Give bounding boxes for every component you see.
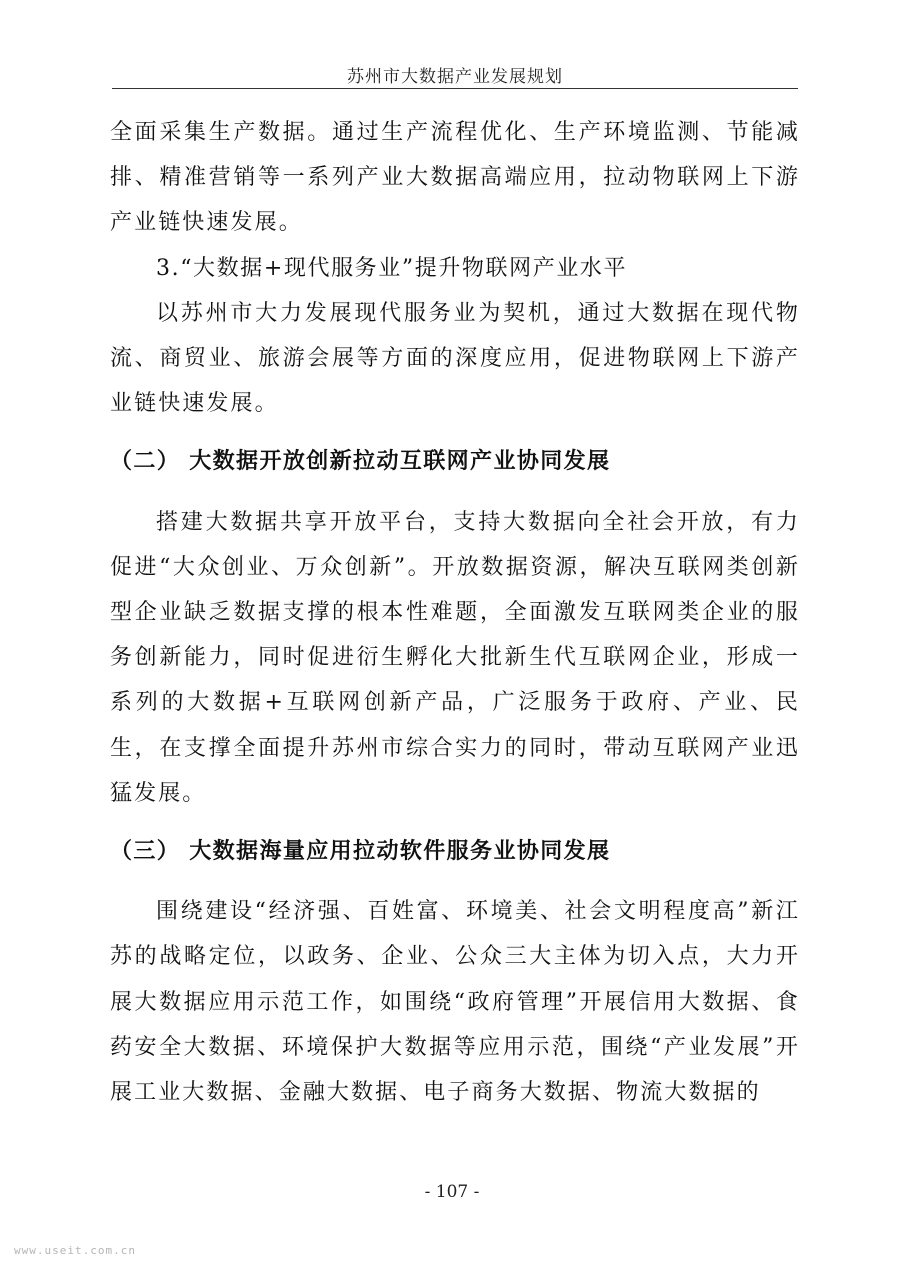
subheading-3: 3.“大数据+现代服务业”提升物联网产业水平 <box>156 255 628 281</box>
paragraph-3: 搭建大数据共享开放平台，支持大数据向全社会开放，有力促进“大众创业、万众创新”。开放数据资源，解决互联网类创新型企业缺乏数据支撑的根本性难题，全面激发互联网类企业的服务创新能力，同时促进衍生孵化大批新生代互联网企业，形成一系列的大数据+互联网创新产品，广泛服务于政府、产业、民生，在支撑全面提升苏州市综合实力的同时，带动互联网产业迅猛发展。 <box>110 509 800 806</box>
paragraph-4: 围绕建设“经济强、百姓富、环境美、社会文明程度高”新江苏的战略定位，以政务、企业、公众三大主体为切入点，大力开展大数据应用示范工作，如围绕“政府管理”开展信用大数据、食药安全大数据、环境保护大数据等应用示范，围绕“产业发展”开展工业大数据、金融大数据、电子商务大数据、物流大数据的 <box>110 899 800 1106</box>
page-number: - 107 - <box>424 1182 480 1202</box>
page-body <box>110 110 800 1115</box>
section-3-title: （三） 大数据海量应用拉动软件服务业协同发展 <box>110 839 611 865</box>
paragraph-2: 以苏州市大力发展现代服务业为契机，通过大数据在现代物流、商贸业、旅游会展等方面的深度应用，促进物联网上下游产业链快速发展。 <box>110 300 800 417</box>
running-header: 苏州市大数据产业发展规划 <box>347 67 563 87</box>
watermark: www.useit.com.cn <box>14 1244 136 1257</box>
paragraph-1: 全面采集生产数据。通过生产流程优化、生产环境监测、节能减排、精准营销等一系列产业大数据高端应用，拉动物联网上下游产业链快速发展。 <box>110 120 800 236</box>
header-rule <box>112 88 798 89</box>
section-2-title: （二） 大数据开放创新拉动互联网产业协同发展 <box>110 449 611 475</box>
